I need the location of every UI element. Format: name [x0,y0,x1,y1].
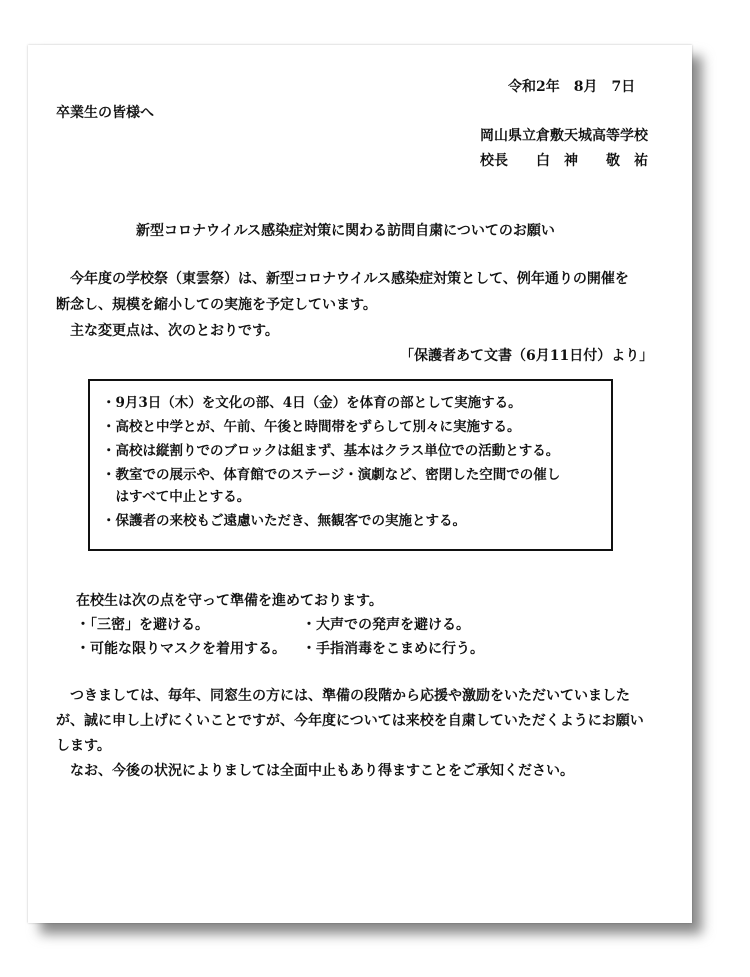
document-recipient: 卒業生の皆様へ [56,105,154,121]
box-item-4: ・教室での展示や、体育館でのステージ・演劇など、密閉した空間での催し [102,467,561,483]
document-date: 令和2年 8月 7日 [508,79,636,95]
box-item-3: ・高校は縦割りでのブロックは組まず、基本はクラス単位での活動とする。 [102,443,560,459]
intro-source: 「保護者あて文書（6月11日付）より」 [400,348,654,364]
principal-name: 校長 白 神 敬 祐 [480,153,648,169]
students-point-1: ・「三密」を避ける。 [76,617,209,633]
students-point-3: ・可能な限りマスクを着用する。 [76,641,286,657]
box-item-5: ・保護者の来校もご遠慮いただき、無観客での実施とする。 [102,513,466,529]
document-page [28,45,692,923]
closing-line-3: します。 [56,738,111,754]
closing-line-2: が、誠に申し上げにくいことですが、今年度については来校を自粛していただくようにお願い [56,713,644,729]
box-item-1: ・9月3日（木）を文化の部、4日（金）を体育の部として実施する。 [102,395,522,411]
students-lead: 在校生は次の点を守って準備を進めております。 [76,593,383,609]
school-name: 岡山県立倉敷天城高等学校 [480,128,648,144]
document-title: 新型コロナウイルス感染症対策に関わる訪問自粛についてのお願い [136,223,555,239]
intro-line-2: 断念し、規模を縮小しての実施を予定しています。 [56,297,377,313]
box-item-4-cont: はすべて中止とする。 [102,489,251,505]
students-point-2: ・大声での発声を避ける。 [302,617,470,633]
intro-line-1: 今年度の学校祭（東雲祭）は、新型コロナウイルス感染症対策として、例年通りの開催を [70,271,629,287]
intro-line-3: 主な変更点は、次のとおりです。 [70,323,279,339]
closing-line-1: つきましては、毎年、同窓生の方には、準備の段階から応援や激励をいただいていました [70,688,630,704]
closing-line-4: なお、今後の状況によりましては全面中止もあり得ますことをご承知ください。 [70,763,574,779]
box-item-2: ・高校と中学とが、午前、午後と時間帯をずらして別々に実施する。 [102,419,521,435]
students-point-4: ・手指消毒をこまめに行う。 [302,641,484,657]
changes-box [88,379,613,551]
